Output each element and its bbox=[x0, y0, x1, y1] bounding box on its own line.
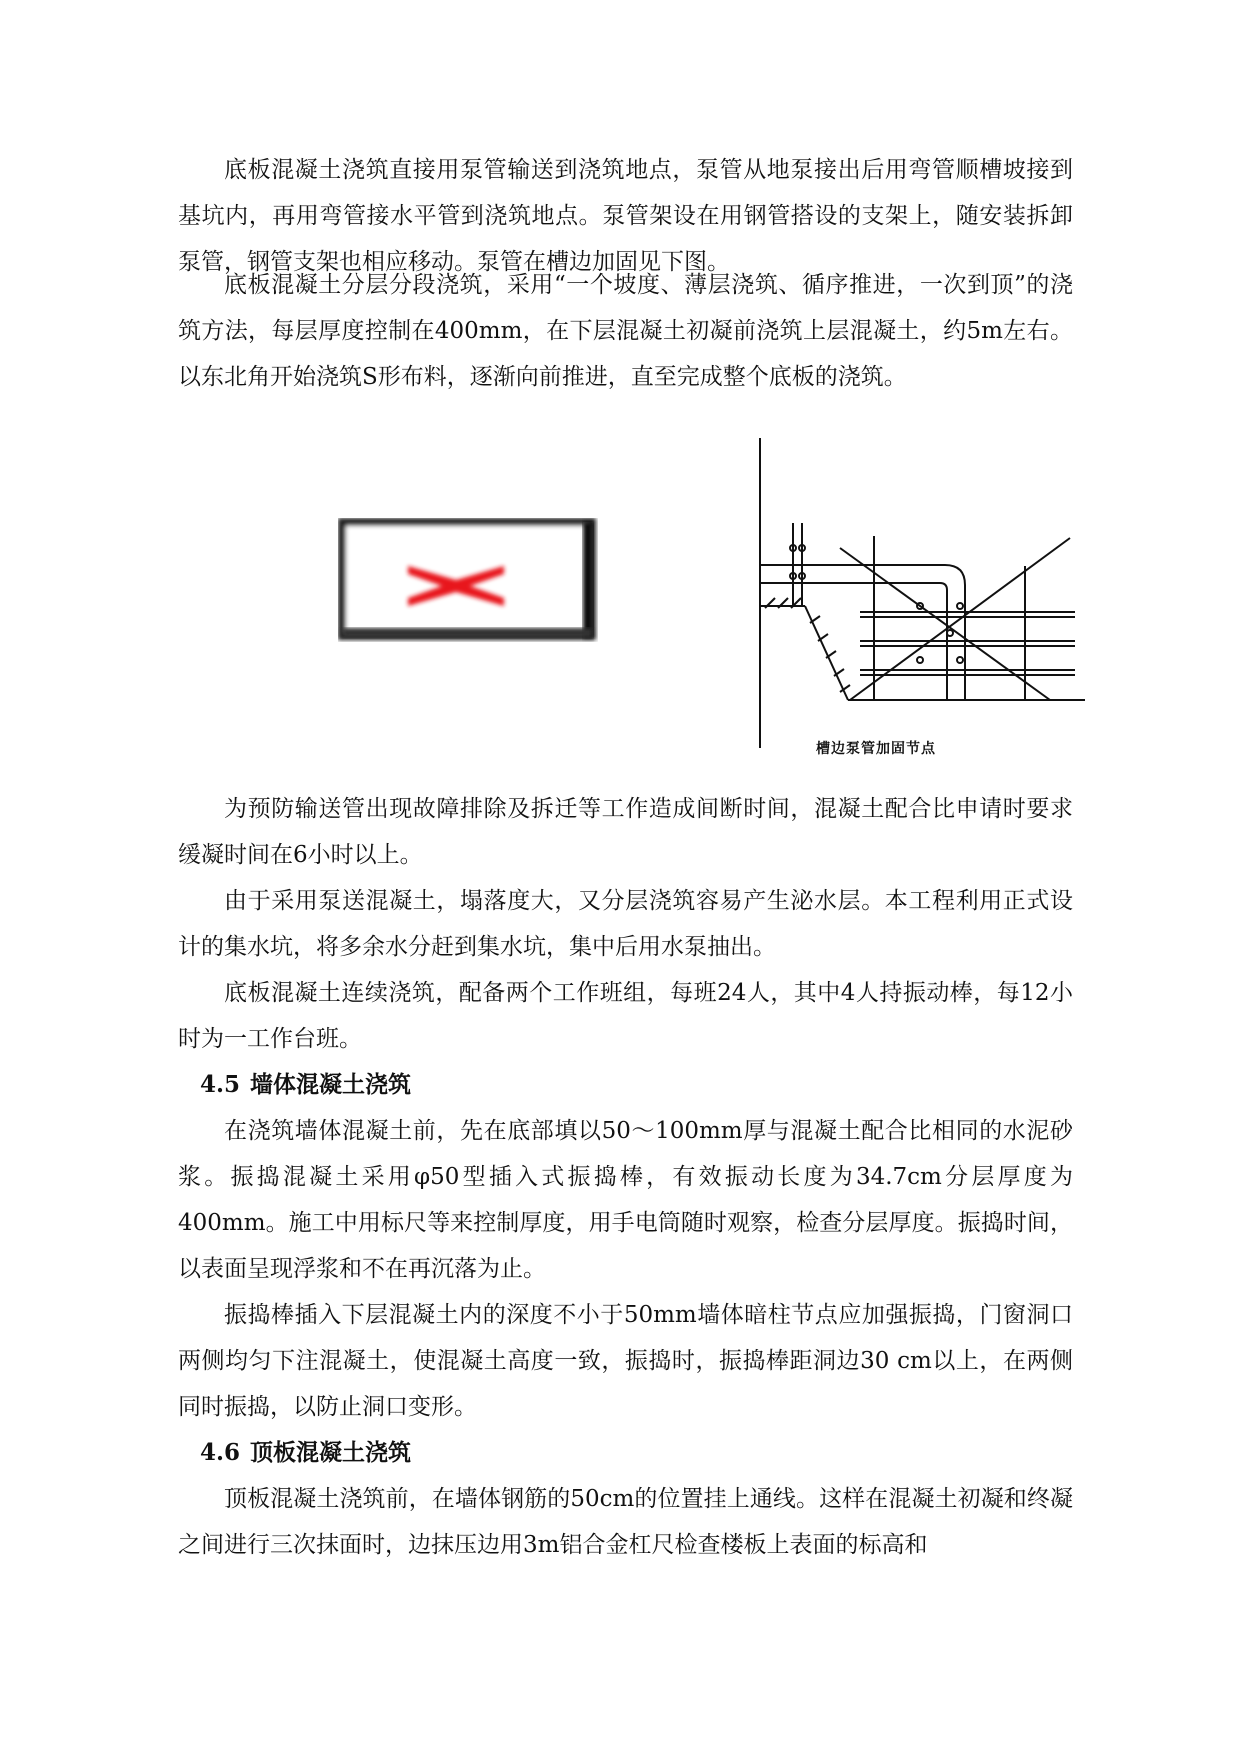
paragraph-work-shifts: 底板混凝土连续浇筑，配备两个工作班组，每班24人，其中4人持振动棒，每12小时为一工作台班。 bbox=[178, 980, 1073, 1052]
paragraph-wall-pouring: 在浇筑墙体混凝土前，先在底部填以50～100mm厚与混凝土配合比相同的水泥砂浆。振捣混凝土采用φ50型插入式振捣棒，有效振动长度为34.7cm分层厚度为400mm。施工中用标尺等来控制厚度，用手电筒随时观察，检查分层厚度。振捣时间，以表面呈现浮浆和不在再沉落为止。 bbox=[178, 1118, 1073, 1282]
section-number: 4.6 bbox=[200, 1439, 241, 1466]
pump-pipe-reinforcement-diagram bbox=[750, 438, 1090, 758]
paragraph-pump-delivery: 底板混凝土浇筑直接用泵管输送到浇筑地点，泵管从地泵接出后用弯管顺槽坡接到基坑内，再用弯管接水平管到浇筑地点。泵管架设在用钢管搭设的支架上，随安装拆卸泵管，钢管支架也相应移动。泵管在槽边加固见下图。 bbox=[178, 157, 1073, 275]
paragraph-vibrator-depth: 振捣棒插入下层混凝土内的深度不小于50mm墙体暗柱节点应加强振捣，门窗洞口两侧均匀下注混凝土，使混凝土高度一致，振捣时，振捣棒距洞边30 cm以上，在两侧同时振捣，以防止洞口变形。 bbox=[178, 1302, 1073, 1420]
section-heading-4-6 bbox=[200, 1430, 411, 1476]
paragraph-bleeding-water: 由于采用泵送混凝土，塌落度大，又分层浇筑容易产生泌水层。本工程利用正式设计的集水坑，将多余水分赶到集水坑，集中后用水泵抽出。 bbox=[178, 888, 1073, 960]
section-heading-4-5 bbox=[200, 1062, 411, 1108]
section-number: 4.5 bbox=[200, 1071, 241, 1098]
broken-image-placeholder bbox=[338, 518, 598, 642]
paragraph-roof-slab: 顶板混凝土浇筑前，在墙体钢筋的50cm的位置挂上通线。这样在混凝土初凝和终凝之间进行三次抹面时，边抹压边用3m铝合金杠尺检查楼板上表面的标高和 bbox=[178, 1486, 1073, 1558]
section-title: 顶板混凝土浇筑 bbox=[250, 1439, 412, 1466]
paragraph-retarder-time: 为预防输送管出现故障排除及拆迁等工作造成间断时间，混凝土配合比申请时要求缓凝时间在6小时以上。 bbox=[178, 796, 1073, 868]
section-title: 墙体混凝土浇筑 bbox=[250, 1071, 412, 1098]
figure-caption: 槽边泵管加固节点 bbox=[816, 741, 936, 757]
paragraph-layered-pouring: 底板混凝土分层分段浇筑，采用“一个坡度、薄层浇筑、循序推进，一次到顶”的浇筑方法，每层厚度控制在400mm，在下层混凝土初凝前浇筑上层混凝土，约5m左右。以东北角开始浇筑S形布料，逐渐向前推进，直至完成整个底板的浇筑。 bbox=[178, 272, 1073, 390]
